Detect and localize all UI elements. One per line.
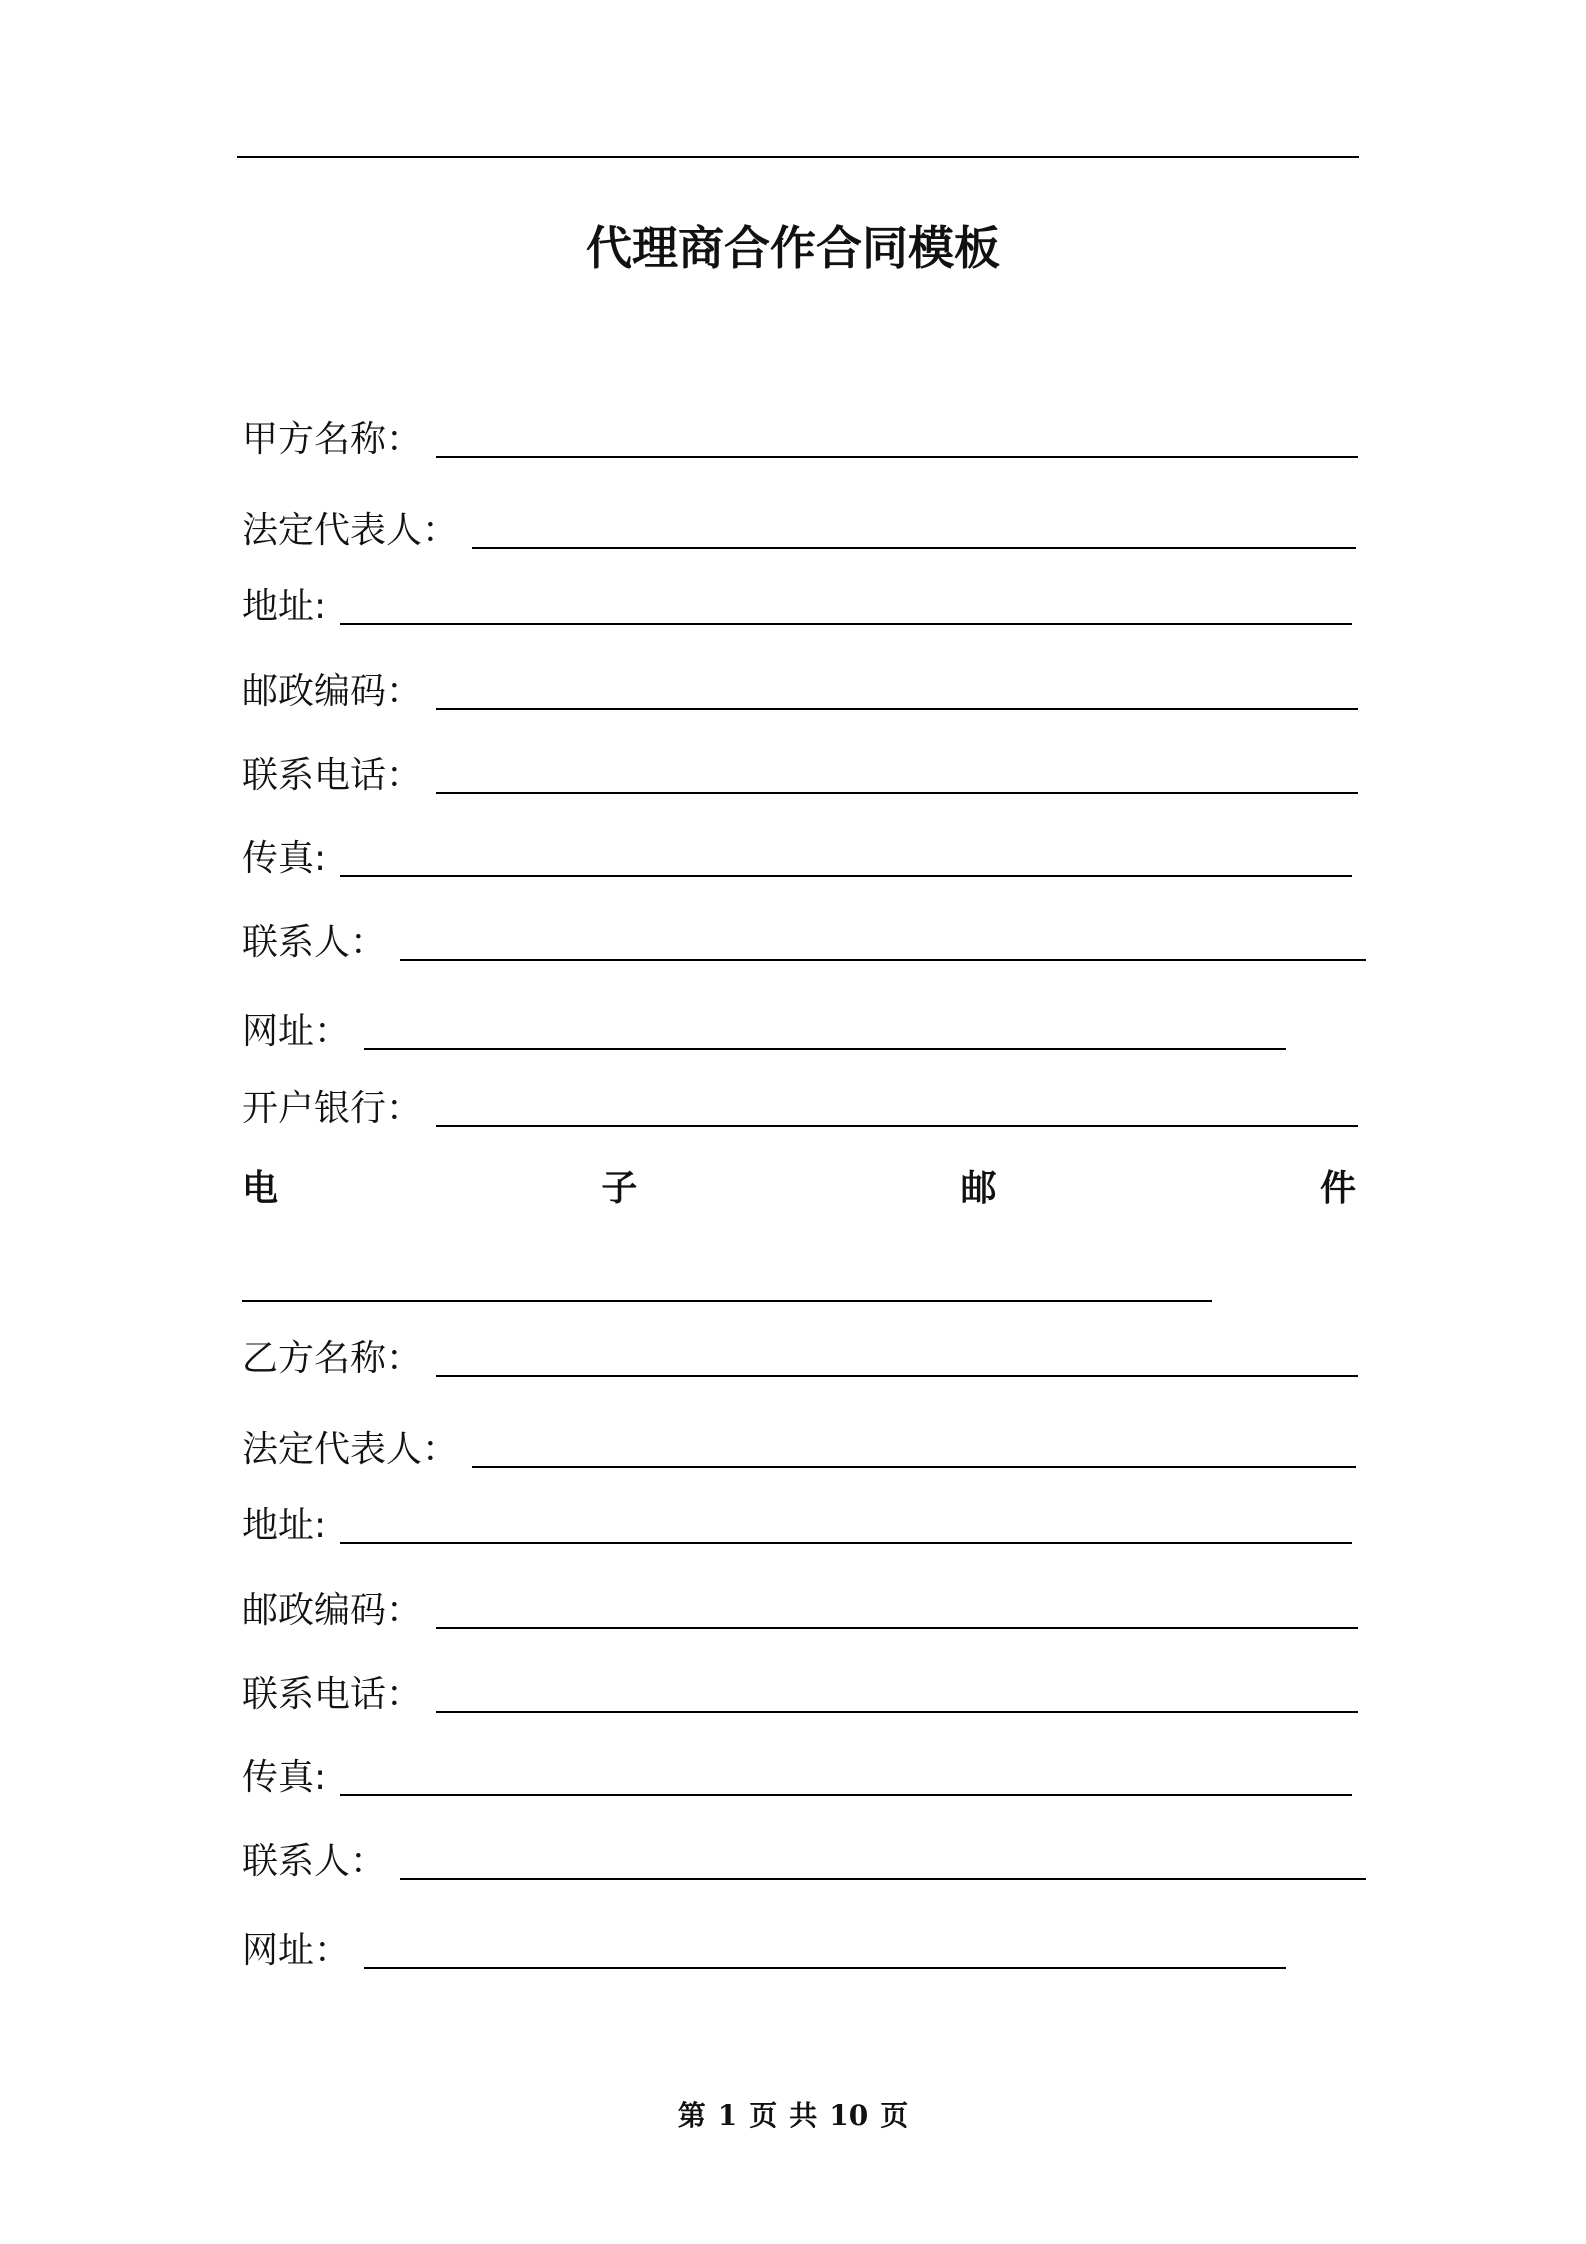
email-label-char: 邮 [960, 1168, 997, 1209]
page-footer [0, 2098, 1586, 2134]
field-label: 网址： [242, 1011, 351, 1052]
field-label: 法定代表人： [242, 1429, 459, 1470]
footer-text: 第 [677, 2099, 706, 2132]
field-party-b-postcode [242, 1583, 1358, 1633]
fill-in-blank[interactable] [472, 1466, 1356, 1468]
field-party-b-phone [242, 1667, 1358, 1717]
field-party-b-contact [242, 1834, 1366, 1884]
field-label: 联系电话： [242, 1674, 423, 1715]
footer-text: 共 [789, 2099, 818, 2132]
total-page-count: 10 [829, 2099, 869, 2132]
email-fill-in-blank[interactable] [242, 1300, 1212, 1302]
field-party-b-legal-rep [242, 1422, 1356, 1472]
fill-in-blank[interactable] [364, 1048, 1286, 1050]
field-party-a-legal-rep [242, 503, 1356, 553]
email-label-char: 子 [601, 1168, 638, 1209]
field-party-a-address [242, 579, 1352, 629]
field-label: 地址: [242, 1505, 327, 1546]
fill-in-blank[interactable] [340, 1542, 1352, 1544]
field-label: 传真: [242, 1757, 327, 1798]
field-party-b-name [242, 1331, 1358, 1381]
fill-in-blank[interactable] [400, 959, 1366, 961]
field-party-a-phone [242, 748, 1358, 798]
fill-in-blank[interactable] [436, 1125, 1358, 1127]
email-label-char: 件 [1319, 1168, 1356, 1209]
field-party-a-fax [242, 831, 1352, 881]
fill-in-blank[interactable] [436, 456, 1358, 458]
field-party-b-fax [242, 1750, 1352, 1800]
field-party-a-bank [242, 1081, 1358, 1131]
field-label: 联系电话： [242, 755, 423, 796]
header-rule [237, 156, 1359, 158]
field-label: 地址: [242, 586, 327, 627]
fill-in-blank[interactable] [340, 875, 1352, 877]
document-title: 代理商合作合同模板 [586, 221, 1000, 275]
field-party-a-contact [242, 915, 1366, 965]
fill-in-blank[interactable] [340, 623, 1352, 625]
field-party-b-address [242, 1498, 1352, 1548]
field-party-a-website [242, 1004, 1286, 1054]
field-label: 联系人： [242, 1841, 387, 1882]
field-label: 联系人： [242, 922, 387, 963]
fill-in-blank[interactable] [436, 1711, 1358, 1713]
field-label: 甲方名称： [242, 419, 423, 460]
field-party-a-name [242, 412, 1358, 462]
field-label: 网址： [242, 1930, 351, 1971]
field-label: 传真: [242, 838, 327, 879]
fill-in-blank[interactable] [472, 547, 1356, 549]
field-party-a-email-label [242, 1164, 1356, 1214]
fill-in-blank[interactable] [436, 1627, 1358, 1629]
fill-in-blank[interactable] [436, 792, 1358, 794]
footer-text: 页 [749, 2099, 778, 2132]
fill-in-blank[interactable] [340, 1794, 1352, 1796]
field-label: 乙方名称： [242, 1338, 423, 1379]
current-page-number: 1 [717, 2099, 738, 2132]
fill-in-blank[interactable] [436, 1375, 1358, 1377]
field-party-b-website [242, 1923, 1286, 1973]
field-party-a-postcode [242, 664, 1358, 714]
field-label: 法定代表人： [242, 510, 459, 551]
fill-in-blank[interactable] [400, 1878, 1366, 1880]
field-label: 邮政编码： [242, 671, 423, 712]
fill-in-blank[interactable] [364, 1967, 1286, 1969]
email-label-char: 电 [242, 1168, 279, 1209]
field-label: 开户银行： [242, 1088, 423, 1129]
fill-in-blank[interactable] [436, 708, 1358, 710]
field-label: 邮政编码： [242, 1590, 423, 1631]
footer-text: 页 [880, 2099, 909, 2132]
